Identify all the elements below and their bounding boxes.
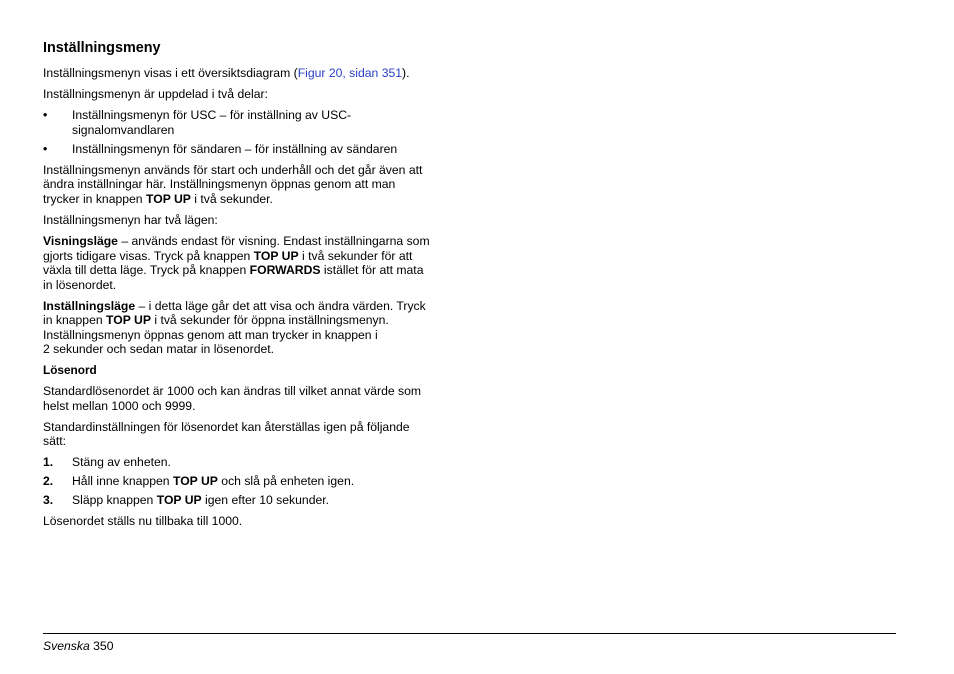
button-name: TOP UP — [156, 493, 202, 508]
page-number: 350 — [93, 639, 114, 653]
intro-paragraph: Inställningsmenyn visas i ett översiktsdiagram (Figur 20, sidan 351). — [43, 66, 410, 80]
figure-link[interactable]: Figur 20, sidan 351 — [297, 66, 403, 80]
list-item: 2. Håll inne knappen TOP UP och slå på enheten igen. — [43, 474, 355, 489]
reset-result-paragraph: Lösenordet ställs nu tillbaka till 1000. — [43, 513, 243, 528]
password-reset-intro: Standardinställningen för lösenordet kan återställas igen på följande sätt: — [43, 419, 410, 449]
page-footer — [43, 639, 113, 654]
password-default-paragraph: Standardlösenordet är 1000 och kan ändras till vilket annat värde som helst mellan 1000 och 9999. — [43, 384, 422, 413]
list-item: • Inställningsmenyn för USC – för inställning av USC- signalomvandlaren — [43, 107, 352, 137]
button-name: TOP UP — [253, 248, 299, 263]
usage-paragraph: Inställningsmenyn används för start och underhåll och det går även att ändra inställningar här. Inställningsmenyn öppnas genom att man trycker in knappen TOP UP i två sekunder. — [43, 162, 423, 206]
step-number: 2. — [43, 474, 54, 489]
step-number: 3. — [43, 493, 54, 508]
page-content — [43, 40, 463, 535]
password-heading: Lösenord — [43, 363, 97, 378]
step-number: 1. — [43, 455, 54, 470]
footer-language: Svenska — [43, 639, 90, 653]
view-mode-term: Visningsläge — [43, 233, 118, 248]
section-title: Inställningsmeny — [43, 40, 161, 56]
list-item: 3. Släpp knappen TOP UP igen efter 10 sekunder. — [43, 493, 330, 508]
settings-mode-term: Inställningsläge — [43, 298, 136, 313]
button-name: TOP UP — [106, 313, 151, 328]
bullet-marker: • — [43, 107, 48, 122]
view-mode-paragraph: Visningsläge – används endast för visning. Endast inställningarna som gjorts tidigare visas. Tryck på knappen TOP UP i två sekunder för att växla till detta läge. Tryck på knappen FORWARDS istället för att mata in lösenordet. — [43, 233, 430, 292]
split-paragraph: Inställningsmenyn är uppdelad i två delar: — [43, 86, 268, 101]
button-name: TOP UP — [145, 191, 191, 206]
button-name: FORWARDS — [249, 263, 321, 278]
settings-mode-paragraph: Inställningsläge – i detta läge går det att visa och ändra värden. Tryck in knappen TOP UP i två sekunder för öppna inställningsmenyn. Inställningsmenyn öppnas genom att man trycker in knappen i 2 sekunder och sedan matar in lösenordet. — [43, 298, 426, 357]
footer-divider — [43, 633, 896, 634]
button-name: TOP UP — [172, 474, 218, 489]
menu-parts-list — [43, 108, 463, 157]
list-item: 1. Stäng av enheten. — [43, 455, 171, 470]
reset-steps-list — [43, 455, 463, 508]
modes-paragraph: Inställningsmenyn har två lägen: — [43, 212, 218, 227]
bullet-marker: • — [43, 142, 48, 157]
list-item: • Inställningsmenyn för sändaren – för inställning av sändaren — [43, 142, 398, 157]
